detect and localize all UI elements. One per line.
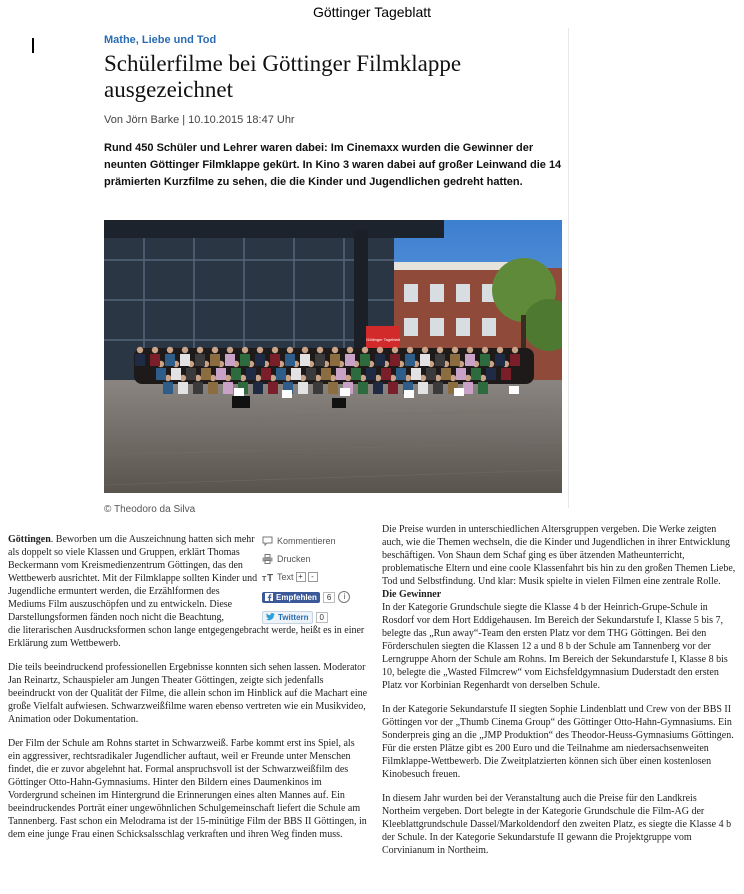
crowd-shirt xyxy=(246,368,256,380)
crowd-head xyxy=(242,347,248,353)
crowd-shirt xyxy=(441,368,451,380)
winners-heading: Die Gewinner xyxy=(382,589,442,600)
crowd-head xyxy=(512,347,518,353)
crowd-shirt xyxy=(223,382,233,394)
article-headline: Schülerfilme bei Göttinger Filmklappe ausgezeichnet xyxy=(104,51,462,102)
crowd-shirt xyxy=(433,382,443,394)
crowd-head xyxy=(212,347,218,353)
crowd-shirt xyxy=(411,368,421,380)
crowd-head xyxy=(167,347,173,353)
crowd-shirt xyxy=(396,368,406,380)
crowd-shirt xyxy=(171,368,181,380)
crowd-shirt xyxy=(180,354,190,366)
twitter-share xyxy=(262,609,360,625)
article-tools xyxy=(262,533,360,625)
crowd-head xyxy=(497,347,503,353)
facebook-icon xyxy=(265,593,273,601)
crowd-head xyxy=(347,347,353,353)
crowd-head xyxy=(137,347,143,353)
crowd-shirt xyxy=(255,354,265,366)
crowd-shirt xyxy=(405,354,415,366)
crowd-shirt xyxy=(270,354,280,366)
paragraph-4: Die Preise wurden in unterschiedlichen Altersgruppen vergeben. Die Werke zeigten auch, wie die Themen wechseln, die die Kinder und Jugendlichen in ihrer Entwicklung beschäftigen. Von Shaun dem Schaf ging es über ätzenden Matheunterricht, problematische Eltern und eine coole Klassenfahrt bis hin zu den großen Themen Liebe, Tod und Selbstfindung. Und klar: Musik spielte in vielen Filmen eine zentrale Rolle. xyxy=(382,524,736,587)
article-photo[interactable] xyxy=(104,220,562,493)
lead-text: . Beworben um die Auszeichnung hatten sich mehr als doppelt so viele Klassen und Gruppen, erklärt Thomas Beckermann vom Kreismedienzentrum Göttingen, das den Wettbewerb ausrichtet. Mit der Filmklappe sollten Kinder und Jugendliche ermuntert werden, die Erzählformen des Mediums Film auszuschöpfen und zu entwickeln. Diese Darstellungsformen fänden noch nicht die Beachtung, xyxy=(8,534,258,623)
twitter-label: Twittern xyxy=(278,612,309,622)
newspaper-masthead: Göttinger Tageblatt xyxy=(312,4,432,20)
crowd-shirt xyxy=(306,368,316,380)
crowd-head xyxy=(407,347,413,353)
crowd-shirt xyxy=(486,368,496,380)
crowd-shirt xyxy=(351,368,361,380)
crowd-shirt xyxy=(150,354,160,366)
crowd-shirt xyxy=(501,368,511,380)
crowd-head xyxy=(422,347,428,353)
crowd-shirt xyxy=(195,354,205,366)
crowd-shirt xyxy=(165,354,175,366)
text-size-icon xyxy=(262,572,273,582)
paragraph-3: Der Film der Schule am Rohns startet in Schwarzweiß. Farbe kommt erst ins Spiel, als ein aggressiver, rechtsradikaler Jugendlicher auftaut, weil er Freunde unter Menschen findet, die er zuvor abgelehnt hat. Formal anspruchsvoll ist der Schwarzweißfilm des Göttinger Otto-Hahn-Gymnasiums. Hinter den Bildern eines Daumenkinos im Vordergrund scheinen im Hintergrund die Erinnerungen eines alten Mannes auf. Ein beeindruckendes Porträt einer ungewöhnlichen Schulgemeinschaft liefert die Schule am Tannenberg. Fast schon ein Melodrama ist der 15-minütige Film der BBS II Göttingen, in dem eine junge Frau einen Schicksalsschlag verkraften und ihren Weg finden muss. xyxy=(8,738,367,840)
crowd-shirt xyxy=(285,354,295,366)
crowd-shirt xyxy=(321,368,331,380)
crowd-shirt xyxy=(225,354,235,366)
svg-text:T: T xyxy=(267,573,273,582)
crowd-shirt xyxy=(300,354,310,366)
crowd-head xyxy=(257,347,263,353)
crowd-shirt xyxy=(210,354,220,366)
column-divider xyxy=(568,28,569,508)
crowd-head xyxy=(392,347,398,353)
crowd-shirt xyxy=(418,382,428,394)
crowd-shirt xyxy=(268,382,278,394)
crowd-shirt xyxy=(510,354,520,366)
crowd-shirt xyxy=(330,354,340,366)
comment-label: Kommentieren xyxy=(277,536,336,546)
crowd-shirt xyxy=(276,368,286,380)
crowd-head xyxy=(467,347,473,353)
crowd-shirt xyxy=(495,354,505,366)
article-teaser: Rund 450 Schüler und Lehrer waren dabei: Im Cinemaxx wurden die Gewinner der neunten Göttinger Filmklappe gekürt. In Kino 3 waren dabei auf großer Leinwand die 14 prämierten Kurzfilme zu sehen, die die Kinder und Jugendlichen gedreht hatten. xyxy=(104,142,562,188)
group-photo-illustration xyxy=(104,220,562,493)
crowd-shirt xyxy=(328,382,338,394)
text-cursor xyxy=(32,38,34,53)
crowd-shirt xyxy=(208,382,218,394)
crowd-shirt xyxy=(456,368,466,380)
facebook-share xyxy=(262,589,360,605)
crowd-head xyxy=(482,347,488,353)
printer-icon xyxy=(262,554,273,564)
print-label: Drucken xyxy=(277,554,311,564)
crowd-shirt xyxy=(298,382,308,394)
crowd-shirt xyxy=(358,382,368,394)
crowd-shirt xyxy=(375,354,385,366)
font-decrease-button[interactable]: - xyxy=(308,572,318,582)
crowd-shirt xyxy=(360,354,370,366)
paragraph-7: In diesem Jahr wurden bei der Veranstaltung auch die Preise für den Landkreis Northeim vergeben. Dort belegte in der Kategorie Grundschule die Film-AG der Kleeblattgrundschule Dassel/Markoldendorf den zweiten Platz, es siegte die Klasse 4 b der Schule. In der Kategorie Sekundarstufe II gewann die Projektgruppe vom Corvinianum in Northeim. xyxy=(382,793,732,856)
crowd-shirt xyxy=(291,368,301,380)
comment-button[interactable] xyxy=(262,533,360,549)
crowd-head xyxy=(227,347,233,353)
crowd-shirt xyxy=(465,354,475,366)
crowd-shirt xyxy=(201,368,211,380)
crowd-head xyxy=(317,347,323,353)
crowd-head xyxy=(302,347,308,353)
crowd-shirt xyxy=(261,368,271,380)
crowd-shirt xyxy=(216,368,226,380)
facebook-count: 6 xyxy=(323,592,335,603)
crowd-head xyxy=(332,347,338,353)
paragraph-5: In der Kategorie Grundschule siegte die Klasse 4 b der Heinrich-Grupe-Schule in Rosdorf vor dem Hort Eddigehausen. Im Bereich der Sekundarstufe I, Klasse 5 bis 7, belegte das „Run away“-Team den ersten Platz vor dem THG Göttingen. Bei den Förderschulen siegten die Klassen 12 a und 8 b der Schule am Tannenberg vor der Lerngruppe Ahorn der Schule am Rohns. Im Bereich der Sekundarstufe I, Klasse 8 bis 10, belegte die „Wasted Filmcrew“ vom Eichsfeldgymnasium Duderstadt den ersten Platz vor Korbinian Regenhardt von derselben Schule. xyxy=(382,602,728,691)
crowd-head xyxy=(287,347,293,353)
paragraph-2: Die teils beeindruckend professionellen Ergebnisse konnten sich sehen lassen. Moderator Jan Reinartz, Schauspieler am Jungen Theater Göttingen, zeigte sich jedenfalls beeindruckt von der Qualität der Filme, die allein schon im Hinblick auf die Machart eine große Vielfalt aufwiesen. Schwarzweißfilme waren ebenso vertreten wie ein Musikvideo, Animation oder Dokumentation. xyxy=(8,662,368,725)
crowd-shirt xyxy=(253,382,263,394)
twitter-button[interactable] xyxy=(262,611,313,624)
crowd-shirt xyxy=(231,368,241,380)
crowd-shirt xyxy=(315,354,325,366)
crowd-shirt xyxy=(193,382,203,394)
crowd-head xyxy=(437,347,443,353)
crowd-shirt xyxy=(240,354,250,366)
print-button[interactable] xyxy=(262,551,360,567)
crowd-head xyxy=(272,347,278,353)
crowd-shirt xyxy=(426,368,436,380)
crowd-shirt xyxy=(156,368,166,380)
crowd-shirt xyxy=(450,354,460,366)
dateline: Göttingen xyxy=(8,534,51,545)
crowd-shirt xyxy=(178,382,188,394)
crowd-shirt xyxy=(345,354,355,366)
twitter-bird-icon xyxy=(266,613,275,621)
crowd-shirt xyxy=(463,382,473,394)
crowd-shirt xyxy=(388,382,398,394)
article-column-right xyxy=(382,510,736,868)
photo-sign-text: Göttinger Tageblatt xyxy=(366,337,400,342)
crowd-shirt xyxy=(336,368,346,380)
crowd-shirt xyxy=(135,354,145,366)
facebook-like-button[interactable] xyxy=(262,592,320,603)
crowd-head xyxy=(452,347,458,353)
svg-text:T: T xyxy=(262,576,267,582)
text-size-control xyxy=(262,569,360,585)
crowd-shirt xyxy=(420,354,430,366)
article-byline: Von Jörn Barke | 10.10.2015 18:47 Uhr xyxy=(104,114,295,126)
crowd-shirt xyxy=(471,368,481,380)
crowd-shirt xyxy=(373,382,383,394)
crowd-shirt xyxy=(366,368,376,380)
article-kicker[interactable]: Mathe, Liebe und Tod xyxy=(104,34,217,46)
paragraph-6: In der Kategorie Sekundarstufe II siegten Sophie Lindenblatt und Crew von der BBS II Göttingen vor der „Thumb Cinema Group“ des Göttinger Otto-Hahn-Gymnasiums. Ein Sonderpreis ging an die „JMP Produktion“ des Theodor-Heuss-Gymnasiums Göttingen. Für die ersten Plätze gibt es 200 Euro und die Teilnahme am niedersachsenweiten Filmklappe-Wettbewerb. Die Zweitplatzierten können sich über einen kostenlosen Kinobesuch freuen. xyxy=(382,704,734,780)
speech-bubble-icon xyxy=(262,536,273,546)
font-increase-button[interactable]: + xyxy=(296,572,306,582)
crowd-shirt xyxy=(480,354,490,366)
crowd-head xyxy=(152,347,158,353)
lead-text-tail: die literarischen Ausdrucksformen schon lange entgegengebracht werde, heißt es in einer Erklärung zum Wettbewerb. xyxy=(8,625,365,649)
twitter-count: 0 xyxy=(316,612,328,623)
photo-credit: © Theodoro da Silva xyxy=(104,504,196,515)
facebook-like-label: Empfehlen xyxy=(276,592,317,602)
crowd-head xyxy=(182,347,188,353)
info-icon[interactable]: i xyxy=(338,591,350,603)
crowd-shirt xyxy=(163,382,173,394)
crowd-shirt xyxy=(381,368,391,380)
crowd-shirt xyxy=(478,382,488,394)
crowd-head xyxy=(377,347,383,353)
crowd-shirt xyxy=(390,354,400,366)
crowd-shirt xyxy=(313,382,323,394)
crowd-head xyxy=(197,347,203,353)
crowd-shirt xyxy=(435,354,445,366)
text-size-label: Text xyxy=(277,572,294,582)
crowd-shirt xyxy=(186,368,196,380)
crowd-head xyxy=(362,347,368,353)
